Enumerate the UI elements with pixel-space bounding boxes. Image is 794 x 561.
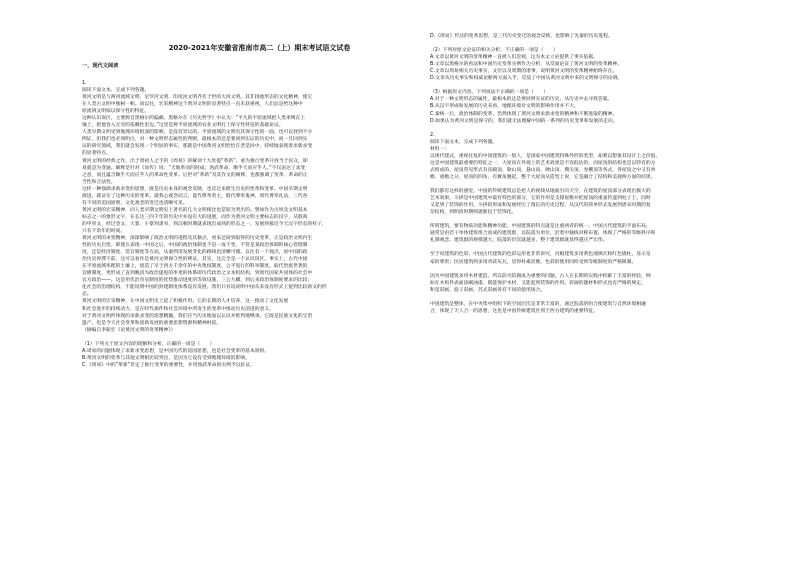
text-line: 式组成的。屋顶常见形式有庑殿顶、歇山顶、悬山顶、硬山顶、攒尖顶、卷棚顶等各式，各屋顶之中又有单 xyxy=(430,167,656,173)
text-line xyxy=(82,334,437,341)
right-paragraphs xyxy=(430,33,785,315)
text-line: C.《周易》中的“革新”肯定了推行变革的重要性，并用汤武革命的实例予以佐证。 xyxy=(82,362,255,368)
text-line xyxy=(430,244,785,251)
text-line: 和社会进步的持续动力，是在时代条件和社会环境中所发生的变革中推动历史前进的意义。 xyxy=(82,306,274,312)
text-line: 合，体现了天人合一的思想，这也是中国传统建筑区别于西方建筑的重要特征。 xyxy=(430,308,598,314)
question-intro: 阅读下面文本，完成下列各题。 xyxy=(82,88,150,94)
text-line: 例证。但我们也必须明白，对一种文明形态属性的判断，最根本的还是要回到实证的历史中，而一旦回到实 xyxy=(82,137,308,143)
text-line xyxy=(430,294,785,301)
text-line: （摘编自李振宏《论黄河文明的变革精神》） xyxy=(82,327,176,333)
left-column xyxy=(82,80,437,369)
text-line: （1）下列关于原文内容的理解和分析，正确的一项是（ ） xyxy=(82,341,215,347)
text-line: 至于说建筑的色彩，中国古代建筑的色彩运用也非常讲究，宫殿建筑多用黄色琉璃瓦和红色墙柱，显示皇 xyxy=(430,252,651,258)
text-line xyxy=(430,40,785,47)
text-line: 黄河文明是与两河流域文明、尼罗河文明、印度河文明齐名于世的大河文明。其非排他形态的文化精神，使它 xyxy=(82,95,313,101)
text-line: 这是中国建筑最重要的特征之一，大屋顶在外观上的艺术效果是不容低估的，而屋顶的结构也是以特有的方 xyxy=(430,160,656,166)
text-line: 遗产，也是今天社会变革和创新发展的重要思想资源和精神财富。 xyxy=(82,320,222,326)
text-line: 人类早期文明受到地理环境很深的影响，是没有异议的。平原流域的文明有其保守性的一面，也可以找到不少 xyxy=(82,130,313,136)
text-line: 材料一： xyxy=(430,146,450,152)
text-line: 在人类古文明中独树一帜。而以往，宏采精神这个黄河文明的显著特点一直未获重视，人们总是给这种中 xyxy=(82,102,303,108)
text-line: D.《周易》传达的变革思想，是三代历史变迁的观念反映，也影响了先秦的历史进程。 xyxy=(430,34,613,39)
text-line xyxy=(430,82,785,89)
text-line: 官僚制度，更形成了直到晚清为政治递进的率更的体系即历代政治之文本机结构，到周代国家共同体的社会中 xyxy=(82,271,313,277)
text-line: 这种认识误区，主要源自黑格尔的偏颇。黑格尔在《历史哲学》中认为：“平凡的平原流域把人类束缚在土 xyxy=(82,116,306,122)
text-line: 2. xyxy=(430,132,435,138)
text-line: 和玺彩画、旋子彩画、苏式彩画各有不同的使用场合。 xyxy=(430,287,546,293)
text-line: 性的历史启变。即使在表现一中国之后，中国的政治体制也不是一成不变，不管是某政治体制的核心管理制 xyxy=(82,243,308,249)
left-paragraphs xyxy=(82,94,437,369)
text-line: 的显著特点。 xyxy=(82,151,111,157)
text-line: 檐、重檐之分，屋顶的四角，有翼角翘起，整个大屋顶从造型上说，它是融合了结构和美观两方面的结果。 xyxy=(430,174,656,180)
text-line: 易就是为变通。解释是针对《易传》说：“天地革而四时成；汤武革命，顺乎天而应乎人。”不仅表达了求变 xyxy=(82,165,306,171)
text-line: 在平原流域率理的土壤上，创造了早于西方千余年的中央集权制度、公平进行的科举制度。取代贵族世袭的 xyxy=(82,264,308,270)
text-line: 黄河文明的宏采精神，在中国文明史上起了积极作用。它的长期的人才培养，这一推动了文化发展 xyxy=(82,299,289,305)
text-line: A.周易的问题体现了求新求变思想，是中国历代的追国思想，也是社会变革的基本原则。 xyxy=(82,348,270,354)
text-line xyxy=(430,181,785,188)
text-line: B.文章以黑格尔的看法和中国历史变革实例作为分析，从反面论证了黄河文明的变革精神。 xyxy=(430,62,622,68)
text-line: B.黄河文明的变革与其他文明相比较突出，是因为它没有受到地理环境的影响。 xyxy=(82,355,250,361)
text-line: 壤上，把他卷入无穷的依赖性里边。”这里是将平原流域的农业文明打上保守性特征的基础论证。 xyxy=(82,123,284,129)
text-line: 中国建筑是整体，在中央集中组织下的空间层次是非常丰富的，通过院落的组合使建筑与自然环境相融 xyxy=(430,301,646,307)
text-line: 黄河文明的求变精神，深深影响了政治文明的进程及其格点，看来还探到取得的历史变革，正是政治文明内生 xyxy=(82,236,313,242)
document-title: 2020-2021年安徽省淮南市高二（上）期末考试语文试卷 xyxy=(168,44,351,52)
text-line: A.文章以黄河文明的变革精神一直被人们忽视，这为本文立论提供了事实依据。 xyxy=(430,55,598,61)
text-line: 因为中国建筑多用木材建造，所以防火防腐成为重要的问题。古人在长期的实践中积累了丰富的经验，例 xyxy=(430,273,651,279)
text-line: 标志之一的象形文字，在长达三四千年的历史中并没有大的进展，而作为黄河文明主要标志的汉字，从殷商 xyxy=(82,214,308,220)
text-line: 态。 xyxy=(82,292,92,298)
text-line xyxy=(430,266,785,273)
text-line: D.如果认为黄河文明是保守的，我们就无法理解中国的一系列的历史变革和发展的走向。 xyxy=(430,118,618,124)
text-line: 我们都有这样的感觉，中国的传统建筑总是把人的视线从地面引向天空，在建筑的屋顶部分表现出极大的 xyxy=(430,189,651,195)
text-line: C.秦统一后，政治体制的变革，仍然体现了黄河文明求新求变的精神和不断进取的精神。 xyxy=(430,111,618,117)
text-line: 如在木构件表面涂刷油漆，既能保护木材，又能起到装饰的作用。彩画的题材和形式也有严格的规定， xyxy=(430,280,646,286)
question-number: 1. xyxy=(82,81,87,86)
text-line: 证的研究领域，我们就会发现一个明显的事实，那就是中国黄河文明恰恰在老是回中，持续地表现着求新求变 xyxy=(82,144,313,150)
text-line: 有不同的追国原则，文化观念的变迁也清晰可见。 xyxy=(82,200,188,206)
text-line: B.从汉字形成和发展的历史来看，地理环境对文明的影响作用并不大。 xyxy=(430,104,579,110)
text-line: 杂结构，到明清时期则逐渐趋于装饰化。 xyxy=(430,210,517,216)
text-line: D.文章从历史事实和权威论断两方面入手，反驳了中国从黄河文明中来的文明保守的论调。 xyxy=(430,76,623,82)
text-line: 原流域文明拟以保守性的特征。 xyxy=(82,109,150,115)
text-line: 之意，而且蕴含顺乎天而应乎人的革命性变革。后世对“革新”及其作文的阐释，也都强调了变革、革命的正 xyxy=(82,172,308,178)
text-line: 阅读下面文本，完成下列各题。 xyxy=(430,139,498,145)
text-line: 所谓建筑，要有物质功能和精神功能，中国建筑的特点就是注重两者的统一。中国古代建筑的平面布局， xyxy=(430,224,651,230)
text-line xyxy=(430,216,785,223)
text-line: 艺术效果，斗拱是中国建筑中最有特色的部分，它的作用是支撑屋檐并把屋顶的重量传递到柱子上，同时 xyxy=(430,196,651,202)
text-line: 家的尊贵；民居建筑则多用青砖灰瓦，显得朴素淡雅。色彩的使用同样受到等级制度的严格限制。 xyxy=(430,259,637,265)
text-line: 礼制观念。建筑群的规模越大，院落的层次就越多，整个建筑群就显得越庄严宏伟。 xyxy=(430,238,608,244)
text-line: 黄河文明的经典之作，出于周初人之手的《周易》的解词十九处提“革新”，重为推行变革开放当于民众，即 xyxy=(82,158,308,164)
text-line: 演进，就证实了这种历史的变革。就我心观念而言，夏代尊奉者主，殷代尊奉鬼神，周代尊奉礼法，三代各 xyxy=(82,193,308,199)
text-line: 通常是由若干单体建筑组合而成的建筑群，以院落为单位，沿着中轴线对称布置，体现了严格的等级秩序和 xyxy=(430,231,656,237)
text-line: （2）下列对原文论证的相关分析，不正确的一项是（ ） xyxy=(430,48,558,54)
text-line: C.文章以周易相关历史事实，文臣以及周期的诸事，说明黄河文明的变革精神始终存在。 xyxy=(430,69,618,75)
text-line: 黄河文明的宏采精神，同人类早期文明史上著名的几大文明相比也是较为突出的。譬如作为古埃及文明基本 xyxy=(82,207,308,213)
text-line: 的甲骨文，经过金文、大篆、小篆到隶书，到汉朝时期就表现出成熟的形态之一，发展到接近今天汉字形态的样子， xyxy=(82,221,327,227)
text-line: 度，还是经济制度、选官制度等方面，从秦到清发展变化的路线也清晰可循。以往有一个观点，说中国的政 xyxy=(82,250,308,256)
text-line: 只有千余年的时间。 xyxy=(82,228,126,234)
section-heading: 一、现代文阅读 xyxy=(82,63,119,69)
text-line: A.对于一种文明形态的属性，最根本的还是要回到实证的历史，从历史中去寻找答案。 xyxy=(430,97,613,103)
text-line: 治历史停滞不前，这可以看作是黄河文明保守性的例证。其实，这完全是一个认识误区。事实上，古代中国 xyxy=(82,257,308,263)
text-line: 这样一种强调求新求变的思想，既是历史本身的观念反映，也反过来催生历史的变革和变革。中国早期文明 xyxy=(82,186,308,192)
text-line: （3）根据原文内容，下列说法不正确的一项是（ ） xyxy=(430,90,549,96)
right-column xyxy=(430,33,785,315)
text-line: 以规代建式，重视往复的中国建筑的一般人，是国家中国建筑特殊外形的类型，却难以想象其设计上之价值。 xyxy=(430,153,661,159)
text-line xyxy=(430,125,785,132)
text-line: 对于黄河文明所体现的求新求变的思想精髓，我们应当历史地加以认识并批判地继承，它既是民族文化的宝贵 xyxy=(82,313,313,319)
text-line: 化社会的治理结构，不能说明中国的封建制度体系没有发展。我们只有说说明中国从来没有形式上提到比较新文的形 xyxy=(82,285,327,291)
text-line: 官方政治——。这是用伏治帝皇制度的优势推动进度的等效设施、三公九卿，到后来政治体制度要求的比较； xyxy=(82,278,313,284)
text-line: 又起到了装饰的作用。斗拱的形成和发展经历了漫长的历史过程，从汉代的简单形式发展到唐宋时期的复 xyxy=(430,203,651,209)
text-line: 当性和合法性。 xyxy=(82,179,116,185)
